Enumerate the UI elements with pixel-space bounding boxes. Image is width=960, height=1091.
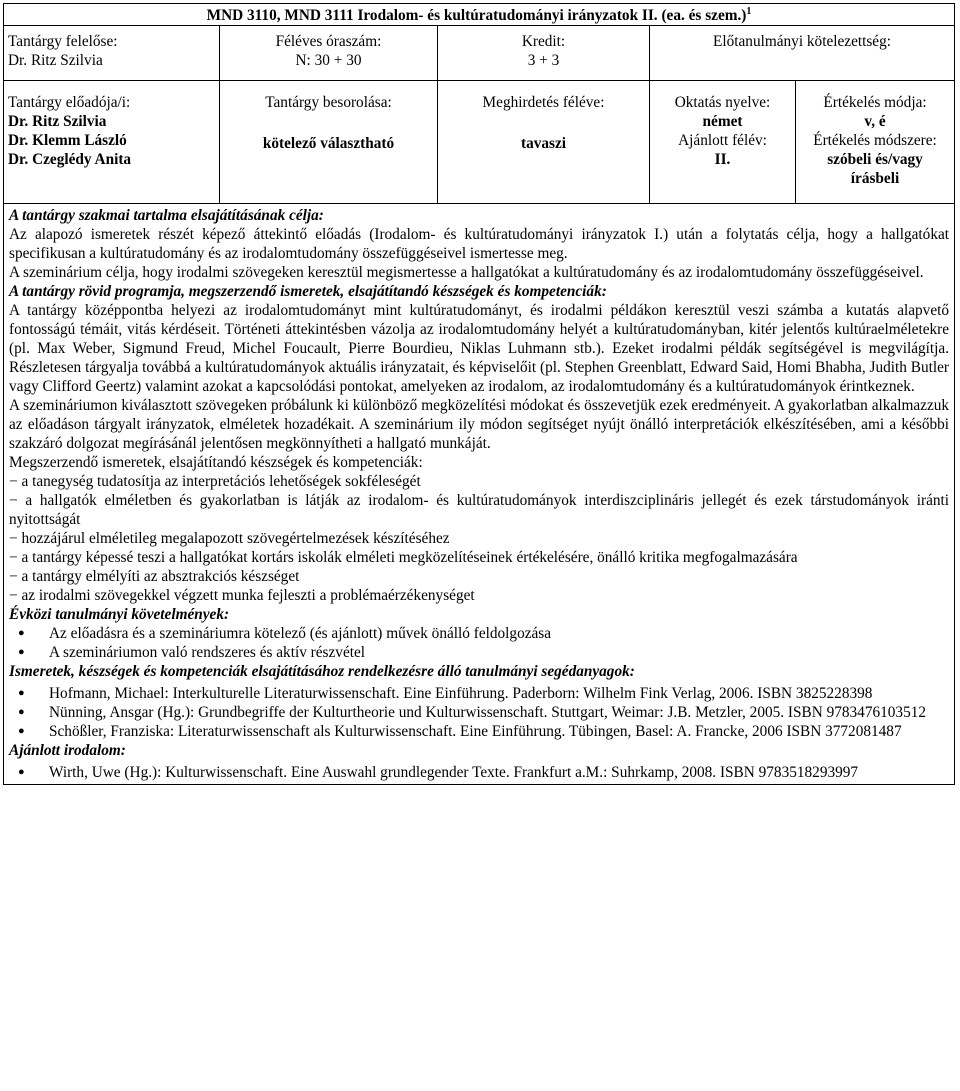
course-content-cell: [4, 204, 955, 785]
lecturer-label: Tantárgy előadója/i:: [8, 94, 131, 111]
material-item: ● Nünning, Ansgar (Hg.): Grundbegriffe der Kulturtheorie und Kulturwissenschaft. Stuttgart, Weimar: J.B. Metzler, 2005. ISBN 9783476103512: [49, 703, 949, 722]
semester-cell: [438, 81, 650, 204]
recommended-reading-list: [9, 763, 949, 782]
language-value: német: [702, 113, 743, 130]
footnote-mark: 1: [746, 5, 752, 17]
competency-item: − hozzájárul elméletileg megalapozott szövegértelmezések készítéséhez: [9, 530, 450, 547]
goal-paragraph: A szeminárium célja, hogy irodalmi szövegeken keresztül megismertesse a hallgatókat a kultúratudomány és az irodalomtudomány összefüggéseivel.: [9, 264, 924, 281]
evaluation-method-label: Értékelés módszere:: [813, 132, 937, 149]
program-paragraph: A tantárgy középpontba helyezi az irodalomtudományt mint kultúratudományt, és irodalmi példákon keresztül veszi számba a kutatás alapvető fontosságú témáit, vitás kérdéseit. Történeti áttekintésben vázolja az irodalomtudomány helyét a kultúratudományban, kitér jelentős kultúraelméletekre (pl. Max Weber, Sigmund Freud, Michel Foucault, Pierre Bourdieu, Niklas Luhmann stb.). Ezeket irodalmi példák segítségével is megvilágítja. Részletesen tárgyalja továbbá a kultúratudományok aktuális irányzatait, és képviselőit (pl. Stephen Greenblatt, Edward Said, Homi Bhabha, Judith Butler vagy Clifford Geertz) valamint azokat a kapcsolódási pontokat, amelyeken az irodalom, az irodalomtudomány és a kultúratudományok érintkeznek.: [9, 302, 950, 395]
requirement-item: ● Az előadásra és a szemináriumra kötelező (és ajánlott) művek önálló feldolgozása: [49, 624, 949, 643]
competency-item: − a tantárgy elmélyíti az absztrakciós készséget: [9, 568, 300, 585]
recommended-semester-value: II.: [714, 151, 731, 168]
competency-item: − a tantárgy képessé teszi a hallgatókat kortárs iskolák elméleti megközelítéseinek értékelésére, önálló kritika megfogalmazására: [9, 549, 798, 566]
hours-value: N: 30 + 30: [295, 52, 362, 69]
credit-label: Kredit:: [521, 33, 566, 50]
hours-label: Féléves óraszám:: [275, 33, 382, 50]
program-heading: A tantárgy rövid programja, megszerzendő ismeretek, elsajátítandó készségek és kompetenciák:: [9, 283, 607, 300]
lecturer-cell: [4, 81, 220, 204]
evaluation-method-value: írásbeli: [850, 170, 900, 187]
language-cell: [650, 81, 796, 204]
goal-paragraph: Az alapozó ismeretek részét képező áttekintő előadás (Irodalom- és kultúratudományi irányzatok I.) után a folytatás célja, hogy a hallgatókat specifikusan a kultúratudomány és az irodalomtudomány összefüggéseivel ismertesse meg.: [9, 226, 950, 262]
lecturer-name: Dr. Czeglédy Anita: [8, 151, 132, 168]
course-type-cell: [220, 81, 438, 204]
evaluation-value: v, é: [864, 113, 886, 130]
evaluation-method-value: szóbeli és/vagy: [827, 151, 923, 168]
lecturer-name: Dr. Ritz Szilvia: [8, 113, 107, 130]
responsible-cell: [4, 26, 220, 81]
credit-value: 3 + 3: [527, 52, 560, 69]
recommended-reading-item: ● Wirth, Uwe (Hg.): Kulturwissenschaft. Eine Auswahl grundlegender Texte. Frankfurt a.M.: Suhrkamp, 2008. ISBN 9783518293997: [49, 763, 949, 782]
document-page: [3, 3, 957, 785]
recommended-reading-heading: Ajánlott irodalom:: [9, 742, 126, 759]
course-type-label: Tantárgy besorolása:: [265, 94, 392, 111]
competency-item: − az irodalmi szövegekkel végzett munka fejleszti a problémaérzékenységet: [9, 587, 475, 604]
requirements-list: [9, 624, 949, 662]
course-table: [3, 3, 955, 785]
materials-list: [9, 684, 949, 741]
responsible-label: Tantárgy felelőse:: [8, 33, 118, 50]
materials-heading: Ismeretek, készségek és kompetenciák elsajátításához rendelkezésre álló tanulmányi segédanyagok:: [9, 663, 635, 680]
course-title: MND 3110, MND 3111 Irodalom- és kultúratudományi irányzatok II. (ea. és szem.): [206, 7, 747, 24]
prereq-cell: [650, 26, 955, 81]
requirements-heading: Évközi tanulmányi követelmények:: [9, 606, 230, 623]
semester-value: tavaszi: [520, 135, 567, 152]
responsible-name: Dr. Ritz Szilvia: [8, 52, 103, 69]
competency-item: − a hallgatók elméletben és gyakorlatban is látják az irodalom- és kultúratudományok interdiszciplináris jellegét és ezek társtudományok iránti nyitottságát: [9, 492, 950, 528]
material-item: ● Schößler, Franziska: Literaturwissenschaft als Kulturwissenschaft. Eine Einführung. Tübingen, Basel: A. Francke, 2006 ISBN 3772081487: [49, 722, 949, 741]
recommended-semester-label: Ajánlott félév:: [678, 132, 767, 149]
requirement-item: ● A szemináriumon való rendszeres és aktív részvétel: [49, 643, 949, 662]
prereq-label: Előtanulmányi kötelezettség:: [713, 33, 891, 50]
course-title-cell: [4, 4, 955, 26]
hours-cell: [220, 26, 438, 81]
semester-label: Meghirdetés féléve:: [482, 94, 605, 111]
competencies-heading: Megszerzendő ismeretek, elsajátítandó készségek és kompetenciák:: [9, 454, 423, 471]
competency-item: − a tanegység tudatosítja az interpretációs lehetőségek sokféleségét: [9, 473, 421, 490]
material-item: ● Hofmann, Michael: Interkulturelle Literaturwissenschaft. Eine Einführung. Paderborn: Wilhelm Fink Verlag, 2006. ISBN 3825228398: [49, 684, 949, 703]
course-type-value: kötelező választható: [262, 135, 395, 152]
evaluation-cell: [796, 81, 955, 204]
credit-cell: [438, 26, 650, 81]
program-paragraph: A szemináriumon kiválasztott szövegeken próbálunk ki különböző megközelítési módokat és összevetjük ezek eredményeit. A gyakorlatban alkalmazzuk az előadáson tárgyalt irányzatok, elméletek hozadékait. A szeminárium ily módon segítséget nyújt önálló interpretációk elkészítésében, ami a későbbi szakzáró dolgozat megírásánál jelentősen megkönnyítheti a hallgató munkáját.: [9, 397, 950, 452]
evaluation-label: Értékelés módja:: [823, 94, 927, 111]
lecturer-name: Dr. Klemm László: [8, 132, 127, 149]
language-label: Oktatás nyelve:: [674, 94, 771, 111]
goal-heading: A tantárgy szakmai tartalma elsajátításának célja:: [9, 207, 324, 224]
